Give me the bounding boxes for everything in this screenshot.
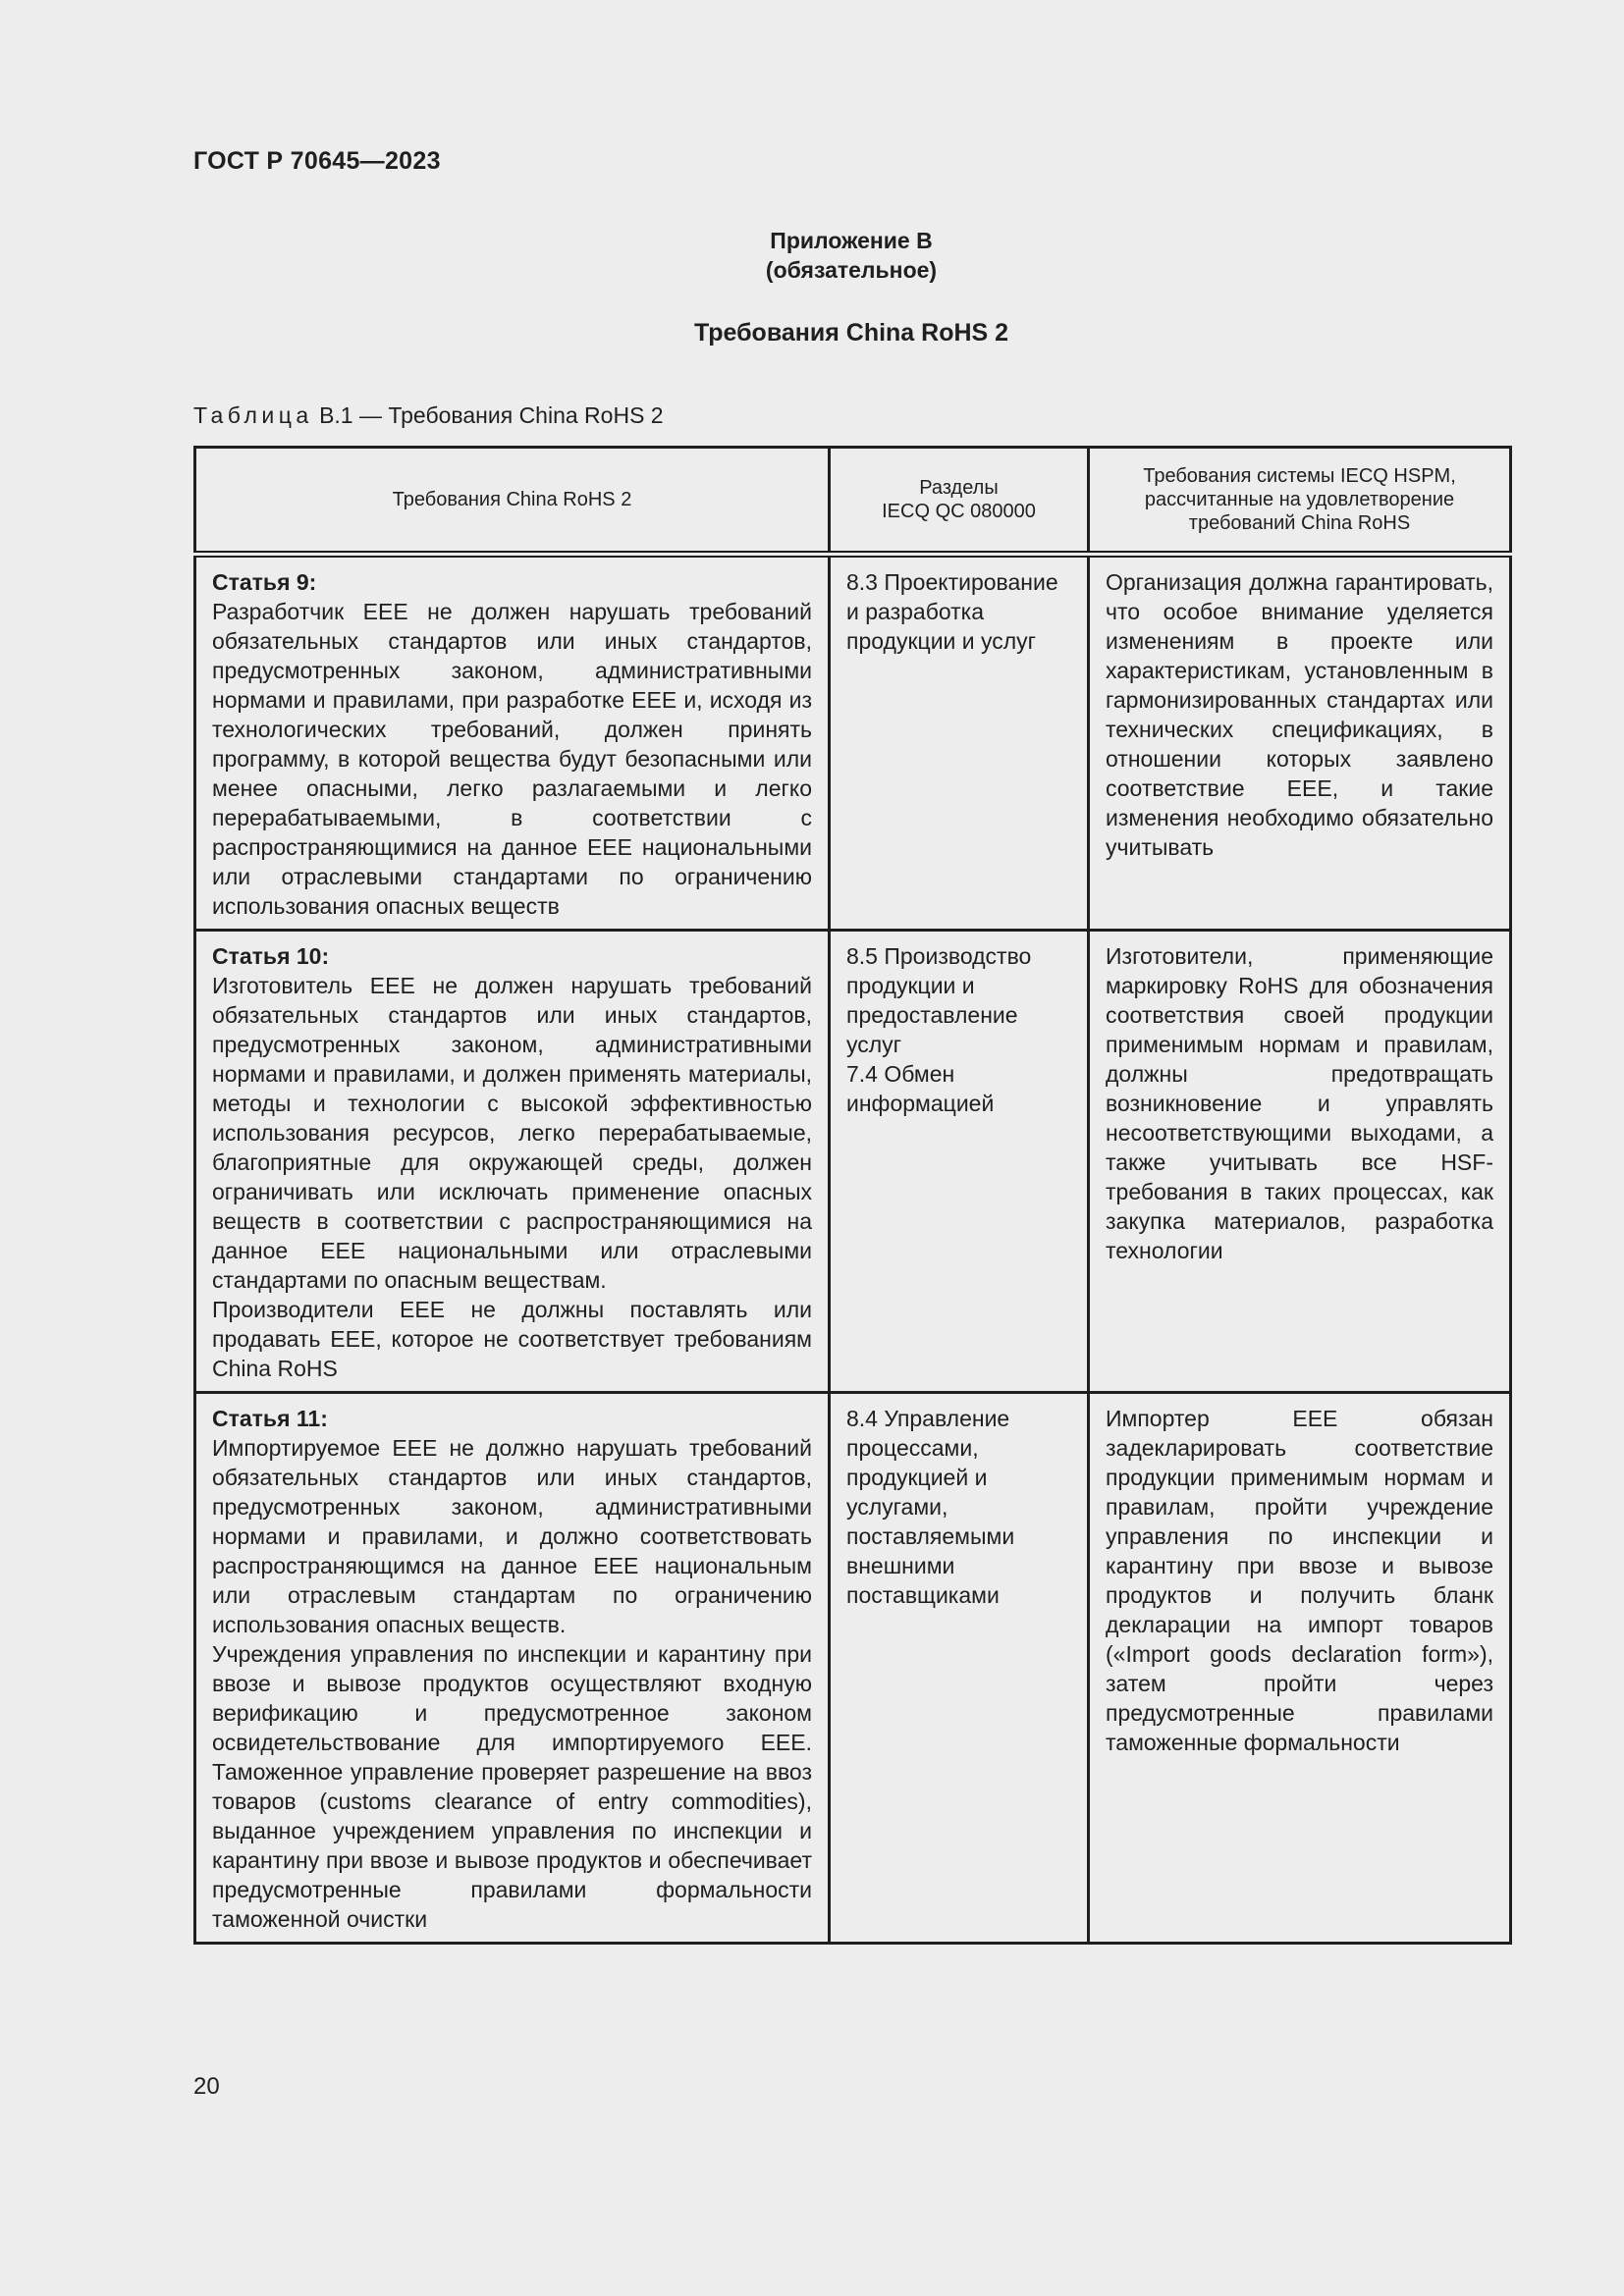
cell-iecq-section <box>830 1393 1089 1944</box>
cell-iecq-section <box>830 555 1089 931</box>
table-caption <box>193 402 664 429</box>
annex-heading: Требования China RoHS 2 <box>693 319 1009 347</box>
cell-article-requirement <box>195 931 830 1393</box>
table-header-row <box>195 448 1511 555</box>
cell-hspm-requirement: Импортер ЕЕЕ обязан задекларировать соответствие продукции применимым нормам и правилам, пройти учреждение управления по инспекции и карантину при ввозе и вывозе продуктов и получить бланк декларации на импорт товаров («Import goods declaration form»), затем пройти через предусмотренные правилами таможенные формальности <box>1089 1393 1511 1944</box>
header-hspm-requirements: Требования системы IECQ HSPM, рассчитанные на удовлетворение требований China RoHS <box>1089 448 1511 555</box>
cell-hspm-requirement: Изготовители, применяющие маркировку RoHS для обозначения соответствия своей продукции применимым нормам и правилам, должны предотвращать возникновение и управлять несоответствующими выходами, а также учитывать все HSF-требования в таких процессах, как закупка материалов, разработка технологии <box>1089 931 1511 1393</box>
section-text: 8.4 Управление процессами, продукцией и услугами, поставляемыми внешними поставщиками <box>846 1406 1015 1608</box>
page-number: 20 <box>193 2073 220 2100</box>
section-text: 8.5 Производство продукции и предоставление услуг 7.4 Обмен информацией <box>846 943 1032 1116</box>
table-row <box>195 931 1511 1393</box>
cell-article-requirement <box>195 1393 830 1944</box>
cell-hspm-requirement: Организация должна гарантировать, что особое внимание уделяется изменениям в проекте или характеристикам, установленным в гармонизированных стандартах или технических спецификациях, в отношении которых заявлено соответствие ЕЕЕ, и такие изменения необходимо обязательно учитывать <box>1089 555 1511 931</box>
table-caption-text: В.1 — Требования China RoHS 2 <box>312 402 664 428</box>
article-text: Импортируемое ЕЕЕ не должно нарушать требований обязательных стандартов или иных стандартов, предусмотренных законом, административными нормами и правилами, и должно соответствовать распространяющимся на данное ЕЕЕ национальным или отраслевым стандартам по ограничению использования опасных веществ. <box>212 1435 812 1637</box>
table-row <box>195 555 1511 931</box>
cell-article-requirement <box>195 555 830 931</box>
article-title: Статья 9: <box>212 569 317 595</box>
article-title: Статья 10: <box>212 943 330 969</box>
header-iecq-sections <box>830 448 1089 555</box>
section-text: 8.3 Проектирование и разработка продукции и услуг <box>846 569 1058 654</box>
annex-title: Приложение В <box>770 228 933 253</box>
article-title: Статья 11: <box>212 1406 328 1431</box>
header-iecq-sections-label: Разделы IECQ QC 080000 <box>882 477 1036 522</box>
document-code: ГОСТ Р 70645—2023 <box>193 147 441 175</box>
article-text: Разработчик ЕЕЕ не должен нарушать требований обязательных стандартов или иных стандартов, предусмотренных законом, административными нормами и правилами, при разработке ЕЕЕ и, исходя из технологических требований, должен принять программу, в которой вещества будут безопасными или менее опасными, легко разлагаемыми и легко перерабатываемыми, в соответствии с распространяющимися на данное ЕЕЕ национальными или отраслевыми стандартами по ограничению использования опасных веществ <box>212 599 812 919</box>
article-text: Изготовитель ЕЕЕ не должен нарушать требований обязательных стандартов или иных стандартов, предусмотренных законом, административными нормами и правилами, и должен применять материалы, методы и технологии с высокой эффективностью использования ресурсов, легко перерабатываемые, благоприятные для окружающей среды, должен ограничивать или исключать применение опасных веществ в соответствии с распространяющимися на данное ЕЕЕ национальными или отраслевыми стандартами по опасным веществам. <box>212 973 812 1293</box>
table-row <box>195 1393 1511 1944</box>
requirements-table <box>193 446 1512 1945</box>
table-caption-prefix: Таблица <box>193 402 313 428</box>
article-text-continued: Учреждения управления по инспекции и карантину при ввозе и вывозе продуктов осуществляют входную верификацию и предусмотренное законом освидетельствование для импортируемого ЕЕЕ. Таможенное управление проверяет разрешение на ввоз товаров (customs clearance of entry commodities), выданное учреждением управления по инспекции и карантину при ввозе и вывозе продуктов и обеспечивает предусмотренные правилами формальности таможенной очистки <box>212 1641 812 1932</box>
header-china-rohs: Требования China RoHS 2 <box>195 448 830 555</box>
annex-type: (обязательное) <box>765 257 938 283</box>
article-text-continued: Производители ЕЕЕ не должны поставлять или продавать ЕЕЕ, которое не соответствует требованиям China RoHS <box>212 1297 812 1381</box>
cell-iecq-section <box>830 931 1089 1393</box>
